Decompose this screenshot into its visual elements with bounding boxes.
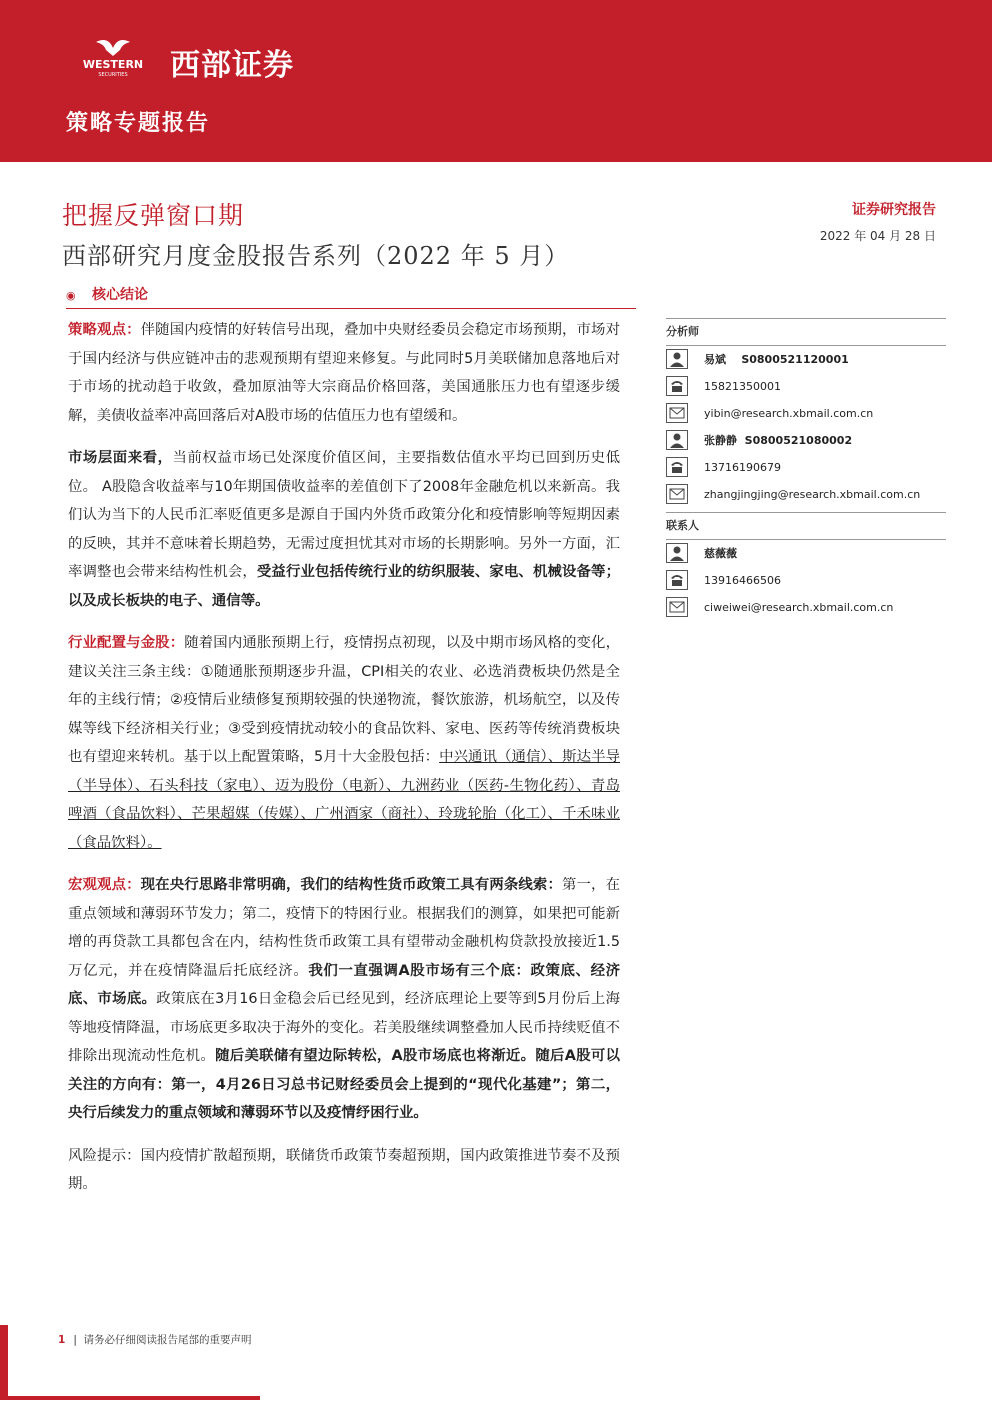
contact-email-row [666, 594, 946, 621]
logo-text: WESTERN [82, 58, 144, 71]
market-text: 当前权益市场已处深度价值区间，主要指数估值水平均已回到历史低位。 A股隐含收益率与10年期国债收益率的差值创下了2008年金融危机以来新高。我们认为当下的人民币汇率贬值更多是源自于国内外货币政策分化和疫情影响等短期因素的反映，其并不意味着长期趋势，无需过度担忧其对市场的长期影响。另外一方面，汇率调整也会带来结构性机会， [68, 450, 620, 580]
risk-paragraph: 风险提示：国内疫情扩散超预期，联储货币政策节奏超预期，国内政策推进节奏不及预期。 [68, 1147, 620, 1192]
macro-bold-3: 随后美联储有望边际转松，A股市场底也将渐近。随后A股可以关注的方向有：第一，4月26日习总书记财经委员会上提到的“现代化基建”；第二，央行后续发力的重点领域和薄弱环节以及疫情纾困行业。 [68, 1048, 620, 1121]
contact-phone-row [666, 567, 946, 594]
header-banner [0, 0, 992, 162]
sidebar-analysts [666, 318, 946, 621]
email-icon [666, 484, 688, 504]
analyst-2-name-line [704, 427, 852, 454]
analyst-1-email[interactable]: yibin@research.xbmail.com.cn [704, 407, 874, 420]
analyst-2-phone-row [666, 454, 946, 481]
analyst-1-email-row [666, 400, 946, 427]
brand-name: 西部证券 [170, 48, 294, 83]
core-conclusion-header [66, 284, 636, 309]
analyst-1-phone-row [666, 373, 946, 400]
report-date: 2022 年 04 月 28 日 [819, 229, 936, 243]
macro-paragraph [68, 871, 620, 1128]
macro-text-2: 政策底在3月16日金稳会后已经见到，经济底理论上要等到5月份后上海等地疫情降温，市场底更多取决于海外的变化。若美股继续调整叠加人民币持续贬值不排除出现流动性危机。 [68, 991, 620, 1064]
analyst-1-row [666, 346, 946, 373]
industry-lead: 行业配置与金股： [68, 635, 185, 651]
bullet-icon: ◉ [66, 289, 76, 302]
macro-bold-2: 我们一直强调A股市场有三个底：政策底、经济底、市场底。 [68, 962, 620, 1007]
industry-text: 随着国内通胀预期上行，疫情拐点初现，以及中期市场风格的变化，建议关注三条主线：①随通胀预期逐步升温，CPI相关的农业、必选消费板块仍然是全年的主线行情；②疫情后业绩修复预期较强的快递物流，餐饮旅游，机场航空，以及传媒等线下经济相关行业；③受到疫情扰动较小的食品饮料、家电、医药等传统消费板块也有望迎来转机。基于以上配置策略，5月十大金股包括： [68, 635, 620, 765]
analyst-label: 分析师 [666, 319, 946, 346]
analyst-1-phone: 15821350001 [704, 380, 781, 393]
person-icon [666, 430, 688, 450]
document-title: 把握反弹窗口期 [62, 201, 245, 230]
analyst-2-email[interactable]: zhangjingjing@research.xbmail.com.cn [704, 488, 921, 501]
industry-paragraph [68, 629, 620, 857]
email-icon [666, 597, 688, 617]
analyst-2-license: S0800521080002 [744, 434, 853, 447]
analyst-1-name-line [704, 346, 849, 373]
phone-icon [666, 457, 688, 477]
page-number: 1 [58, 1334, 66, 1346]
core-conclusion-label: 核心结论 [92, 287, 148, 303]
email-icon [666, 403, 688, 423]
contact-row [666, 540, 946, 567]
market-bold: 受益行业包括传统行业的纺织服装、家电、机械设备等；以及成长板块的电子、通信等。 [68, 564, 620, 609]
analyst-1-name: 易斌 [704, 353, 726, 366]
analyst-1-license: S0800521120001 [741, 353, 849, 366]
page-footer [58, 1332, 252, 1347]
contact-name: 慈薇薇 [704, 547, 737, 560]
footer-disclaimer: 请务必仔细阅读报告尾部的重要声明 [83, 1334, 252, 1346]
report-type: 策略专题报告 [66, 110, 211, 136]
analyst-2-name: 张静静 [704, 434, 737, 447]
strategy-lead: 策略观点： [68, 322, 141, 338]
person-icon [666, 543, 688, 563]
contact-phone: 13916466506 [704, 574, 781, 587]
macro-lead: 宏观观点： [68, 877, 141, 893]
footer-accent-bar [0, 1325, 8, 1400]
footer-separator: | [73, 1334, 77, 1346]
market-lead: 市场层面来看， [68, 450, 173, 466]
analyst-2-phone: 13716190679 [704, 461, 781, 474]
person-icon [666, 349, 688, 369]
phone-icon [666, 570, 688, 590]
contact-email[interactable]: ciweiwei@research.xbmail.com.cn [704, 601, 894, 614]
stock-picks: 中兴通讯（通信）、斯达半导（半导体）、石头科技（家电）、迈为股份（电新）、九洲药业（医药-生物化药）、青岛啤酒（食品饮料）、芒果超媒（传媒）、广州酒家（商社）、玲珑轮胎（化工）、千禾味业（食品饮料）。 [68, 749, 620, 851]
footer-accent-line [0, 1396, 260, 1400]
logo-subtext: SECURITIES [98, 72, 128, 78]
strategy-paragraph [68, 316, 620, 430]
analyst-2-email-row [666, 481, 946, 508]
document-subtitle: 西部研究月度金股报告系列（2022 年 5 月） [62, 242, 570, 270]
main-content [68, 316, 620, 1213]
market-paragraph [68, 444, 620, 615]
macro-text-1: 第一，在重点领域和薄弱环节发力；第二，疫情下的特困行业。根据我们的测算，如果把可能新增的再贷款工具都包含在内，结构性货币政策工具有望带动金融机构贷款投放接近1.5万亿元，并在疫情降温后托底经济。 [68, 877, 620, 979]
report-category: 证券研究报告 [852, 202, 936, 218]
macro-bold-1: 现在央行思路非常明确，我们的结构性货币政策工具有两条线索： [140, 877, 562, 893]
strategy-text: 伴随国内疫情的好转信号出现，叠加中央财经委员会稳定市场预期，市场对于国内经济与供应链冲击的悲观预期有望迎来修复。与此同时5月美联储加息落地后对于市场的扰动趋于收敛，叠加原油等大宗商品价格回落，美国通胀压力也有望逐步缓解，美债收益率冲高回落后对A股市场的估值压力也有望缓和。 [68, 322, 620, 424]
contact-label: 联系人 [666, 512, 946, 540]
western-bull-logo-icon [68, 38, 158, 78]
analyst-2-row [666, 427, 946, 454]
phone-icon [666, 376, 688, 396]
